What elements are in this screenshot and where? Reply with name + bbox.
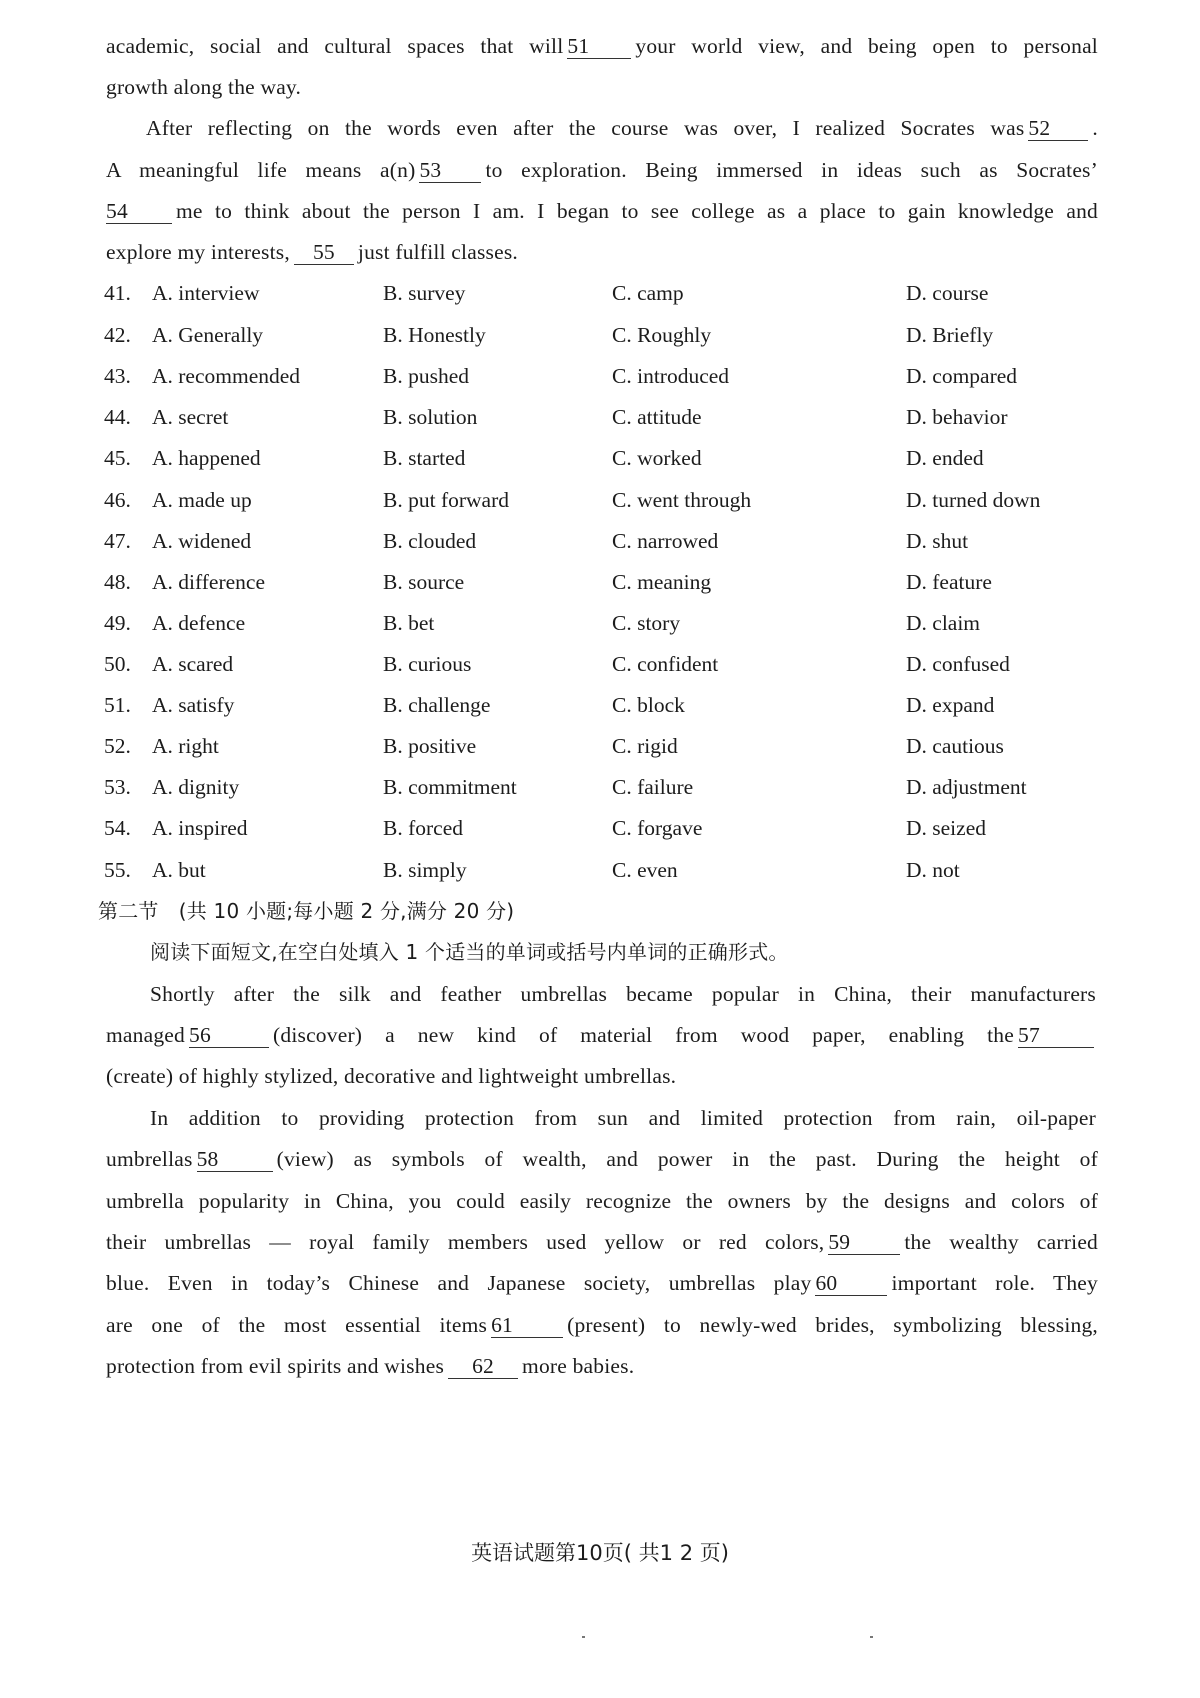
option-d: D. feature <box>906 570 992 594</box>
option-number: 46. <box>104 488 131 512</box>
text-segment: (present) to newly-wed brides, symbolizing blessing, <box>567 1313 1099 1337</box>
passage-line <box>106 1227 1098 1257</box>
option-d: D. course <box>906 281 989 305</box>
passage-line: (create) of highly stylized, decorative and lightweight umbrellas. <box>106 1064 677 1088</box>
option-d: D. seized <box>906 816 986 840</box>
option-b: B. forced <box>383 816 463 840</box>
option-d: D. not <box>906 858 960 882</box>
option-c: C. camp <box>612 281 684 305</box>
passage-line <box>106 196 1098 226</box>
text-segment: managed <box>106 1023 186 1047</box>
option-d: D. turned down <box>906 488 1041 512</box>
passage-line <box>106 1144 1098 1174</box>
option-number: 47. <box>104 529 131 553</box>
option-a: A. but <box>152 858 206 882</box>
passage-line: In addition to providing protection from sun and limited protection from rain, oil-paper <box>150 1106 1096 1130</box>
text-segment: protection from evil spirits and wishes <box>106 1354 445 1378</box>
passage-line <box>146 113 1098 143</box>
blank-52: 52 <box>1028 116 1088 141</box>
passage-line <box>106 1351 1098 1381</box>
option-number: 43. <box>104 364 131 388</box>
option-c: C. attitude <box>612 405 702 429</box>
scan-speck <box>582 1636 585 1638</box>
option-c: C. block <box>612 693 685 717</box>
option-number: 54. <box>104 816 131 840</box>
option-d: D. confused <box>906 652 1010 676</box>
blank-56: 56 <box>189 1023 269 1048</box>
text-segment: (discover) a new kind of material from wood paper, enabling the <box>273 1023 1014 1047</box>
option-a: A. happened <box>152 446 261 470</box>
option-d: D. claim <box>906 611 981 635</box>
passage-line <box>106 1268 1098 1298</box>
text-segment: academic, social and cultural spaces that will <box>106 34 564 58</box>
option-d: D. compared <box>906 364 1018 388</box>
passage-line: umbrella popularity in China, you could easily recognize the owners by the designs and colors of <box>106 1189 1098 1213</box>
option-c: C. narrowed <box>612 529 719 553</box>
passage-line <box>106 155 1098 185</box>
option-b: B. bet <box>383 611 435 635</box>
passage-line: growth along the way. <box>106 75 302 99</box>
option-c: C. story <box>612 611 681 635</box>
option-a: A. made up <box>152 488 252 512</box>
option-a: A. interview <box>152 281 260 305</box>
option-c: C. failure <box>612 775 694 799</box>
blank-58: 58 <box>197 1147 273 1172</box>
option-b: B. pushed <box>383 364 469 388</box>
text-segment: more babies. <box>522 1354 635 1378</box>
option-d: D. expand <box>906 693 995 717</box>
text-segment: important role. They <box>891 1271 1098 1295</box>
option-c: C. even <box>612 858 678 882</box>
option-b: B. Honestly <box>383 323 486 347</box>
section-instruction: 阅读下面短文,在空白处填入 1 个适当的单词或括号内单词的正确形式。 <box>150 940 789 964</box>
text-segment: (view) as symbols of wealth, and power in the past. During the height of <box>276 1147 1098 1171</box>
option-a: A. right <box>152 734 219 758</box>
option-a: A. scared <box>152 652 234 676</box>
option-c: C. rigid <box>612 734 678 758</box>
option-c: C. introduced <box>612 364 730 388</box>
blank-51: 51 <box>567 34 631 59</box>
blank-55: 55 <box>294 240 354 265</box>
option-c: C. worked <box>612 446 702 470</box>
blank-62: 62 <box>448 1354 518 1379</box>
option-a: A. difference <box>152 570 266 594</box>
option-a: A. dignity <box>152 775 240 799</box>
text-segment: umbrellas <box>106 1147 193 1171</box>
option-number: 44. <box>104 405 131 429</box>
text-segment: the wealthy carried <box>904 1230 1099 1254</box>
option-a: A. secret <box>152 405 229 429</box>
blank-60: 60 <box>815 1271 887 1296</box>
text-segment: explore my interests, <box>106 240 290 264</box>
option-b: B. survey <box>383 281 466 305</box>
passage-line <box>106 31 1098 61</box>
option-d: D. cautious <box>906 734 1004 758</box>
text-segment: . <box>1092 116 1098 140</box>
option-a: A. widened <box>152 529 252 553</box>
option-c: C. went through <box>612 488 752 512</box>
option-number: 42. <box>104 323 131 347</box>
option-c: C. meaning <box>612 570 712 594</box>
text-segment: blue. Even in today’s Chinese and Japanese society, umbrellas play <box>106 1271 812 1295</box>
option-b: B. solution <box>383 405 478 429</box>
option-d: D. ended <box>906 446 984 470</box>
option-number: 49. <box>104 611 131 635</box>
text-segment: A meaningful life means a(n) <box>106 158 416 182</box>
option-number: 55. <box>104 858 131 882</box>
option-b: B. put forward <box>383 488 509 512</box>
text-segment: to exploration. Being immersed in ideas such as Socrates’ <box>485 158 1098 182</box>
option-d: D. behavior <box>906 405 1008 429</box>
option-d: D. Briefly <box>906 323 994 347</box>
option-number: 48. <box>104 570 131 594</box>
option-a: A. satisfy <box>152 693 235 717</box>
option-b: B. started <box>383 446 466 470</box>
option-a: A. recommended <box>152 364 301 388</box>
option-b: B. positive <box>383 734 477 758</box>
option-a: A. inspired <box>152 816 248 840</box>
page-footer: 英语试题第10页( 共1 2 页) <box>471 1541 729 1565</box>
blank-54: 54 <box>106 199 172 224</box>
blank-59: 59 <box>828 1230 900 1255</box>
text-segment: After reflecting on the words even after the course was over, I realized Socrates was <box>146 116 1025 140</box>
text-segment: are one of the most essential items <box>106 1313 488 1337</box>
option-number: 53. <box>104 775 131 799</box>
option-a: A. defence <box>152 611 246 635</box>
option-b: B. challenge <box>383 693 491 717</box>
option-b: B. commitment <box>383 775 517 799</box>
option-number: 52. <box>104 734 131 758</box>
option-c: C. Roughly <box>612 323 712 347</box>
passage-line <box>106 237 1098 267</box>
option-number: 45. <box>104 446 131 470</box>
passage-line: Shortly after the silk and feather umbrellas became popular in China, their manufacturers <box>150 982 1096 1006</box>
option-b: B. simply <box>383 858 467 882</box>
option-c: C. forgave <box>612 816 703 840</box>
option-b: B. source <box>383 570 465 594</box>
blank-57: 57 <box>1018 1023 1094 1048</box>
section-heading: 第二节 (共 10 小题;每小题 2 分,满分 20 分) <box>98 899 515 923</box>
option-number: 51. <box>104 693 131 717</box>
scan-speck <box>870 1636 873 1638</box>
text-segment: your world view, and being open to personal <box>635 34 1098 58</box>
option-b: B. clouded <box>383 529 477 553</box>
blank-61: 61 <box>491 1313 563 1338</box>
option-a: A. Generally <box>152 323 264 347</box>
text-segment: their umbrellas — royal family members used yellow or red colors, <box>106 1230 825 1254</box>
passage-line <box>106 1020 1098 1050</box>
option-number: 41. <box>104 281 131 305</box>
passage-line <box>106 1310 1098 1340</box>
option-c: C. confident <box>612 652 719 676</box>
option-d: D. shut <box>906 529 969 553</box>
option-d: D. adjustment <box>906 775 1027 799</box>
option-b: B. curious <box>383 652 472 676</box>
text-segment: just fulfill classes. <box>357 240 518 264</box>
text-segment: me to think about the person I am. I began to see college as a place to gain knowledge and <box>176 199 1098 223</box>
blank-53: 53 <box>419 158 481 183</box>
option-number: 50. <box>104 652 131 676</box>
